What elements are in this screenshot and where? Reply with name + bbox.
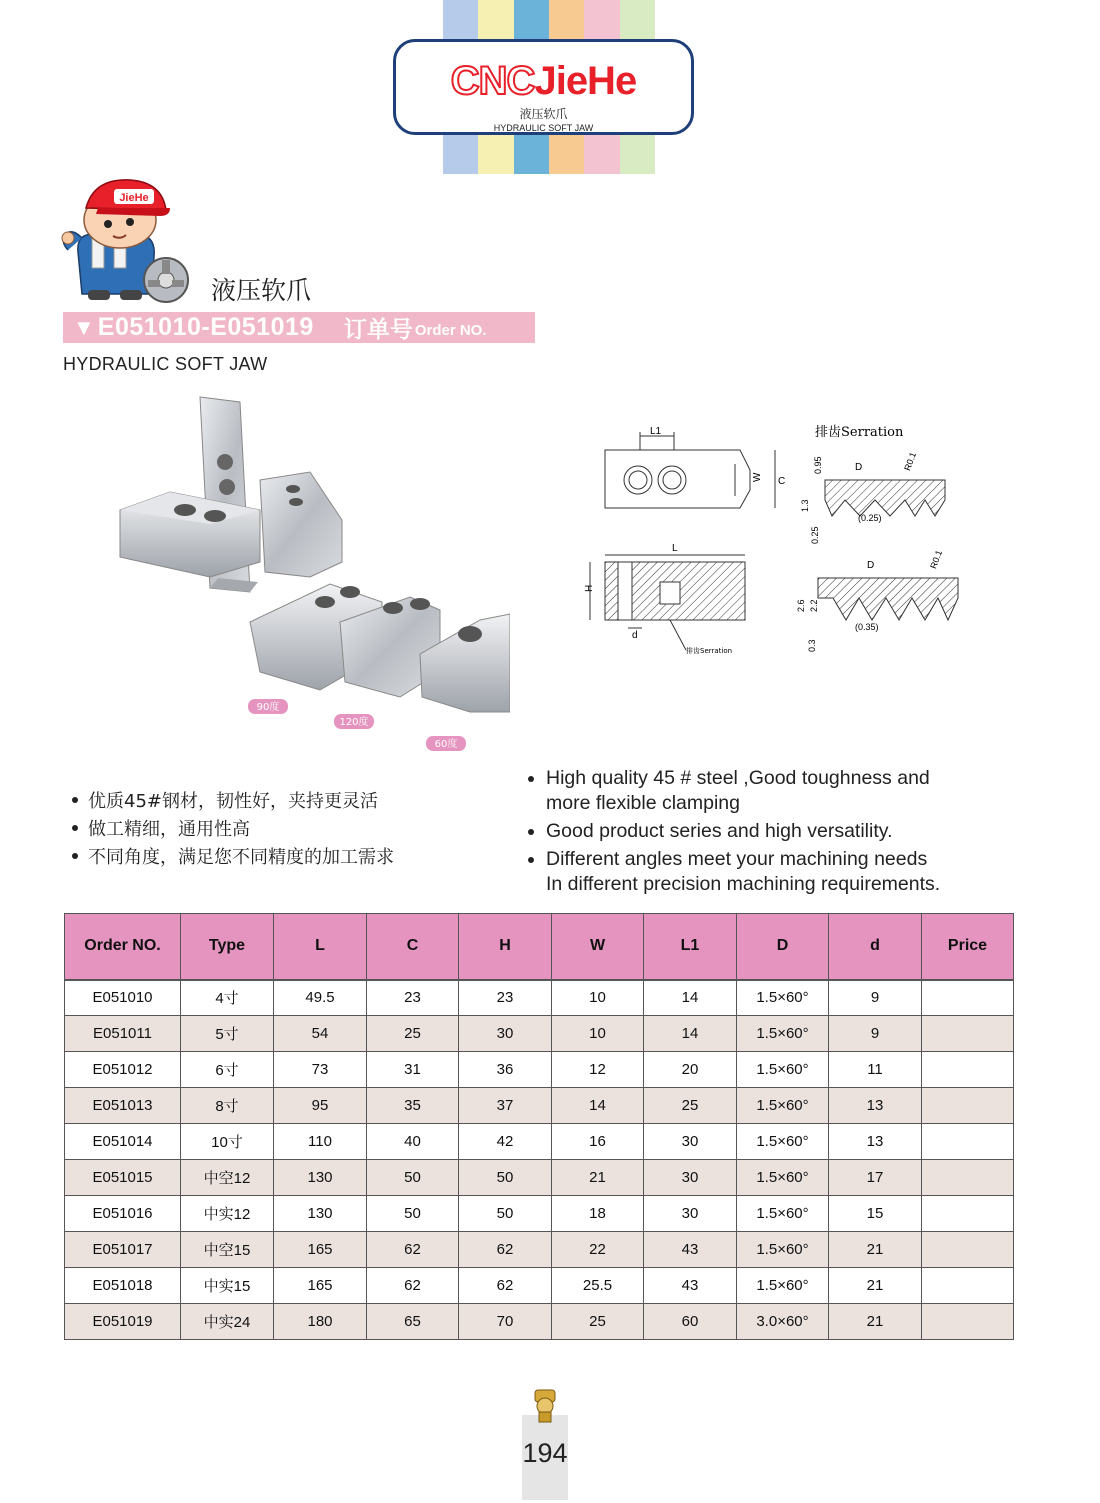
cell-w: 10 <box>552 1016 644 1052</box>
cell-type: 中实12 <box>181 1196 274 1232</box>
cell-c: 62 <box>367 1268 459 1304</box>
col-header-c: C <box>367 914 459 980</box>
table-header-row <box>65 914 1014 980</box>
feature-cn-item: 优质45#钢材，韧性好，夹持更灵活 <box>72 788 394 816</box>
cell-d-lower: 9 <box>829 1016 922 1052</box>
feature-cn-item: 不同角度，满足您不同精度的加工需求 <box>72 844 394 872</box>
col-header-d-lower: d <box>829 914 922 980</box>
cell-d-upper: 1.5×60° <box>737 1196 829 1232</box>
table-row <box>65 1304 1014 1340</box>
cell-order-no: E051013 <box>65 1088 181 1124</box>
cell-c: 65 <box>367 1304 459 1340</box>
dim-s2-a: 2.6 <box>796 599 806 612</box>
cell-h: 42 <box>459 1124 552 1160</box>
dim-l: L <box>672 543 678 554</box>
cell-l1: 43 <box>644 1232 737 1268</box>
dim-l1: L1 <box>650 426 662 437</box>
table-row <box>65 1088 1014 1124</box>
cell-h: 30 <box>459 1016 552 1052</box>
cell-w: 21 <box>552 1160 644 1196</box>
cell-c: 50 <box>367 1160 459 1196</box>
logo-jiehe: JieHe <box>534 59 637 103</box>
bullet-dot-icon <box>528 776 534 782</box>
product-photo <box>110 392 510 762</box>
cell-l: 180 <box>274 1304 367 1340</box>
features-en <box>528 766 988 900</box>
col-header-w: W <box>552 914 644 980</box>
cell-h: 37 <box>459 1088 552 1124</box>
cell-l1: 25 <box>644 1088 737 1124</box>
cell-l: 130 <box>274 1160 367 1196</box>
cell-l: 130 <box>274 1196 367 1232</box>
cell-c: 62 <box>367 1232 459 1268</box>
order-range: E051010-E051019 <box>97 313 314 341</box>
cell-order-no: E051018 <box>65 1268 181 1304</box>
dim-r2: R0.1 <box>928 548 945 571</box>
cell-c: 35 <box>367 1088 459 1124</box>
cell-c: 25 <box>367 1016 459 1052</box>
serration-note: 排齿Serration <box>686 647 733 655</box>
cell-h: 50 <box>459 1196 552 1232</box>
jiehe-mascot-icon <box>531 1388 559 1424</box>
cell-d-lower: 17 <box>829 1160 922 1196</box>
cell-order-no: E051012 <box>65 1052 181 1088</box>
cell-type: 10寸 <box>181 1124 274 1160</box>
col-header-l: L <box>274 914 367 980</box>
order-label-cn: 订单号 <box>343 317 413 343</box>
logo-subtitle-cn: 液压软爪 <box>519 107 568 121</box>
col-header-h: H <box>459 914 552 980</box>
cell-l1: 30 <box>644 1160 737 1196</box>
cell-l1: 30 <box>644 1196 737 1232</box>
side-view <box>584 543 745 655</box>
cell-l1: 30 <box>644 1124 737 1160</box>
cell-w: 12 <box>552 1052 644 1088</box>
cell-order-no: E051016 <box>65 1196 181 1232</box>
cell-h: 70 <box>459 1304 552 1340</box>
dim-s1-pitch: (0.25) <box>858 513 882 523</box>
dim-s1-b: 1.3 <box>800 499 810 512</box>
dim-d: d <box>632 630 638 641</box>
cell-order-no: E051019 <box>65 1304 181 1340</box>
cell-type: 8寸 <box>181 1088 274 1124</box>
cell-w: 10 <box>552 980 644 1016</box>
cell-h: 62 <box>459 1268 552 1304</box>
cell-type: 5寸 <box>181 1016 274 1052</box>
serration-detail-large <box>796 549 958 652</box>
angle-tag-90: 90度 <box>256 702 280 713</box>
cell-l: 73 <box>274 1052 367 1088</box>
cell-order-no: E051017 <box>65 1232 181 1268</box>
table-row <box>65 1196 1014 1232</box>
table-row <box>65 980 1014 1016</box>
table-row <box>65 1016 1014 1052</box>
cell-c: 23 <box>367 980 459 1016</box>
logo-subtitle-en: HYDRAULIC SOFT JAW <box>493 123 594 133</box>
cell-type: 中实15 <box>181 1268 274 1304</box>
cell-l1: 14 <box>644 1016 737 1052</box>
dim-s1-a: 0.95 <box>813 456 823 474</box>
angle-tag-120: 120度 <box>339 717 369 728</box>
cell-c: 40 <box>367 1124 459 1160</box>
cell-c: 31 <box>367 1052 459 1088</box>
serration-detail-small <box>800 451 945 544</box>
logo-wordmark <box>396 60 691 102</box>
order-number-banner <box>63 312 535 343</box>
cell-price <box>922 1052 1014 1088</box>
cell-h: 36 <box>459 1052 552 1088</box>
col-header-l1: L1 <box>644 914 737 980</box>
cell-type: 6寸 <box>181 1052 274 1088</box>
cell-price <box>922 1196 1014 1232</box>
dim-c: C <box>778 476 786 487</box>
feature-en-item: High quality 45 # steel ,Good toughness and more flexible clamping <box>528 766 988 816</box>
feature-en-item: Different angles meet your machining needs In different precision machining requirements. <box>528 847 988 897</box>
table-row <box>65 1232 1014 1268</box>
cell-price <box>922 980 1014 1016</box>
dim-s2-pitch: (0.35) <box>855 622 879 632</box>
dim-w: W <box>752 472 763 482</box>
order-label-en: Order NO. <box>414 322 487 339</box>
dim-d-lower: D <box>867 560 875 571</box>
cell-d-upper: 1.5×60° <box>737 1124 829 1160</box>
cell-d-lower: 15 <box>829 1196 922 1232</box>
cell-w: 16 <box>552 1124 644 1160</box>
cell-price <box>922 1304 1014 1340</box>
cell-d-lower: 21 <box>829 1268 922 1304</box>
cell-l: 110 <box>274 1124 367 1160</box>
cell-d-lower: 13 <box>829 1124 922 1160</box>
cell-type: 4寸 <box>181 980 274 1016</box>
bullet-dot-icon <box>528 857 534 863</box>
top-view <box>605 426 785 508</box>
cell-d-upper: 1.5×60° <box>737 1088 829 1124</box>
cell-w: 22 <box>552 1232 644 1268</box>
cell-price <box>922 1268 1014 1304</box>
cell-l: 165 <box>274 1268 367 1304</box>
dim-r1: R0.1 <box>902 450 919 473</box>
brand-logo <box>393 39 694 135</box>
product-title-en: HYDRAULIC SOFT JAW <box>63 354 268 374</box>
dim-s1-c: 0.25 <box>810 526 820 544</box>
cell-d-upper: 1.5×60° <box>737 1268 829 1304</box>
cell-d-upper: 1.5×60° <box>737 1052 829 1088</box>
cell-price <box>922 1016 1014 1052</box>
spec-table <box>64 913 1014 1340</box>
col-header-d-upper: D <box>737 914 829 980</box>
table-row <box>65 1124 1014 1160</box>
cell-l: 54 <box>274 1016 367 1052</box>
cell-d-upper: 1.5×60° <box>737 980 829 1016</box>
cell-h: 62 <box>459 1232 552 1268</box>
table-row <box>65 1160 1014 1196</box>
cell-d-lower: 13 <box>829 1088 922 1124</box>
logo-cnc: CNC <box>450 59 535 103</box>
cell-type: 中空12 <box>181 1160 274 1196</box>
dim-s2-b: 2.2 <box>809 599 819 612</box>
serration-title: 排齿Serration <box>815 425 904 440</box>
product-title-cn: 液压软爪 <box>211 276 312 305</box>
cell-d-upper: 1.5×60° <box>737 1016 829 1052</box>
page-number: 194 <box>522 1438 568 1468</box>
cell-order-no: E051014 <box>65 1124 181 1160</box>
cell-d-upper: 1.5×60° <box>737 1160 829 1196</box>
cell-d-upper: 3.0×60° <box>737 1304 829 1340</box>
cell-h: 50 <box>459 1160 552 1196</box>
cell-d-lower: 21 <box>829 1232 922 1268</box>
cell-type: 中空15 <box>181 1232 274 1268</box>
col-header-price: Price <box>922 914 1014 980</box>
col-header-type: Type <box>181 914 274 980</box>
cell-d-upper: 1.5×60° <box>737 1232 829 1268</box>
feature-cn-item: 做工精细，通用性高 <box>72 816 394 844</box>
angle-tag-60: 60度 <box>434 739 458 750</box>
cell-price <box>922 1124 1014 1160</box>
cell-order-no: E051015 <box>65 1160 181 1196</box>
cell-order-no: E051011 <box>65 1016 181 1052</box>
col-header-order-no: Order NO. <box>65 914 181 980</box>
cell-d-lower: 9 <box>829 980 922 1016</box>
cell-w: 14 <box>552 1088 644 1124</box>
cell-price <box>922 1232 1014 1268</box>
cell-h: 23 <box>459 980 552 1016</box>
cell-l: 95 <box>274 1088 367 1124</box>
bullet-dot-icon <box>72 853 78 859</box>
cell-l1: 43 <box>644 1268 737 1304</box>
cell-price <box>922 1088 1014 1124</box>
technical-drawing <box>570 420 970 670</box>
cell-c: 50 <box>367 1196 459 1232</box>
dim-h: H <box>584 584 595 592</box>
cell-l1: 60 <box>644 1304 737 1340</box>
triangle-down-icon: ▼ <box>73 314 95 340</box>
cell-w: 25.5 <box>552 1268 644 1304</box>
table-body <box>65 980 1014 1340</box>
feature-en-item: Good product series and high versatility. <box>528 819 988 844</box>
cell-w: 25 <box>552 1304 644 1340</box>
features-cn <box>72 788 394 872</box>
cell-order-no: E051010 <box>65 980 181 1016</box>
cell-w: 18 <box>552 1196 644 1232</box>
cell-d-lower: 11 <box>829 1052 922 1088</box>
bullet-dot-icon <box>72 797 78 803</box>
dim-d-upper: D <box>855 462 863 473</box>
bullet-dot-icon <box>528 829 534 835</box>
table-row <box>65 1052 1014 1088</box>
mascot-illustration <box>58 172 198 308</box>
cell-l: 49.5 <box>274 980 367 1016</box>
cell-price <box>922 1160 1014 1196</box>
cell-l: 165 <box>274 1232 367 1268</box>
cell-l1: 14 <box>644 980 737 1016</box>
cell-type: 中实24 <box>181 1304 274 1340</box>
mascot-cap-text: JieHe <box>119 192 149 204</box>
dim-s2-c: 0.3 <box>807 639 817 652</box>
cell-d-lower: 21 <box>829 1304 922 1340</box>
table-row <box>65 1268 1014 1304</box>
bullet-dot-icon <box>72 825 78 831</box>
cell-l1: 20 <box>644 1052 737 1088</box>
